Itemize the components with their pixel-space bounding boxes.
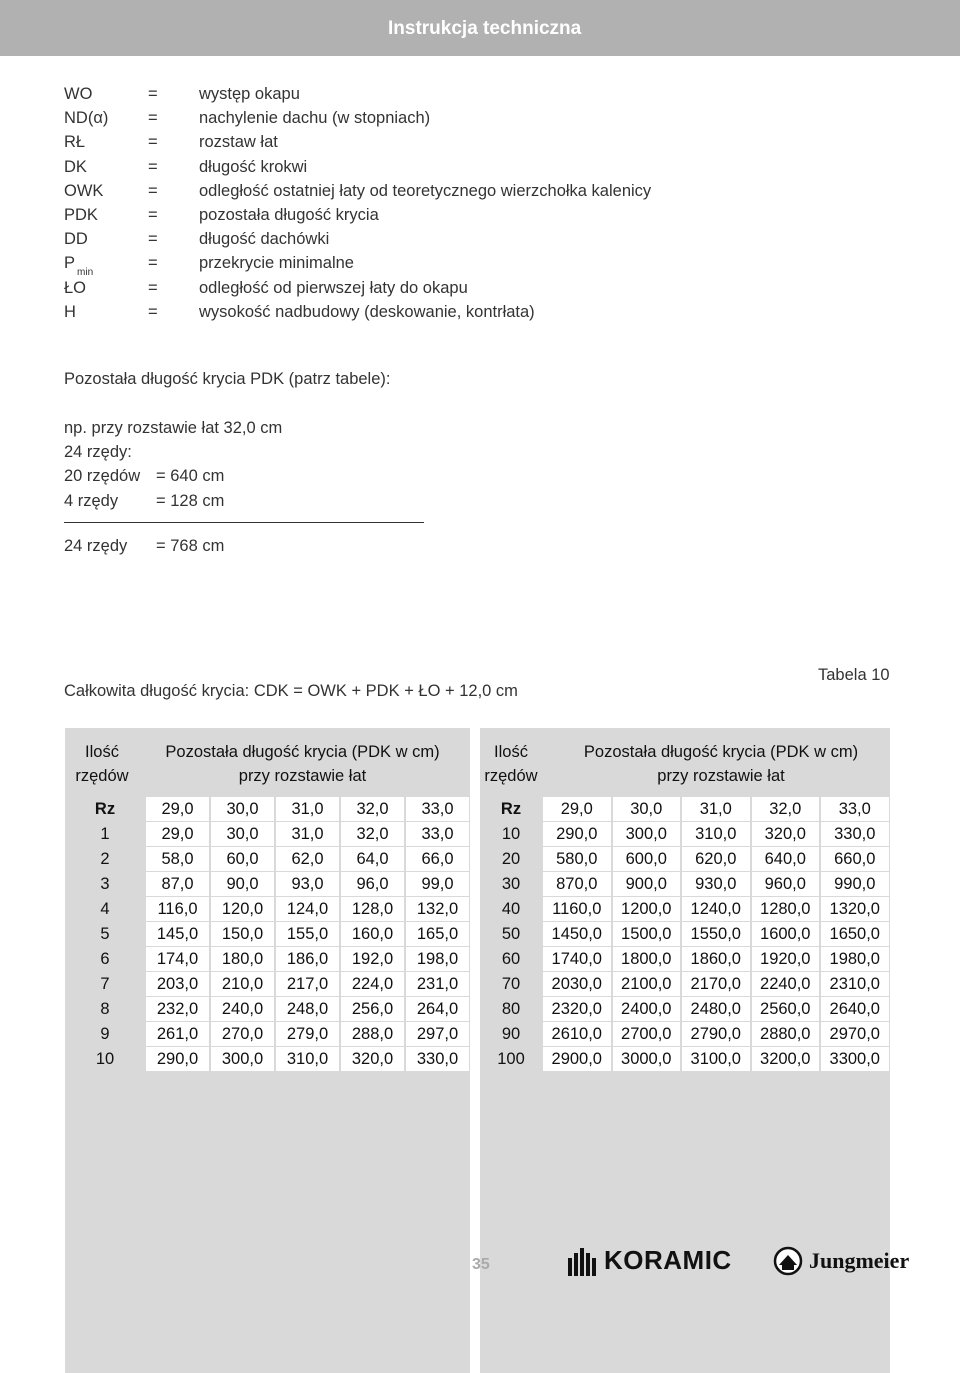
pdk-value-cell: 2700,0	[613, 1022, 681, 1046]
row-count-cell: 40	[501, 900, 521, 918]
row-count-cell: 80	[501, 1000, 521, 1018]
pdk-value-cell: 2100,0	[613, 972, 681, 996]
legend-desc: rozstaw łat	[199, 133, 278, 152]
pdk-value-cell: 145,0	[146, 922, 209, 946]
pdk-value-cell: 1550,0	[682, 922, 750, 946]
pdk-value-cell: 2610,0	[543, 1022, 611, 1046]
pdk-value-cell: 1920,0	[752, 947, 820, 971]
pdk-value-cell: 2320,0	[543, 997, 611, 1021]
legend-eq: =	[148, 230, 158, 249]
pdk-value-cell: 30,0	[613, 797, 681, 821]
pdk-value-cell: 900,0	[613, 872, 681, 896]
row-count-cell: 10	[501, 825, 521, 843]
legend-desc: przekrycie minimalne	[199, 254, 354, 273]
pdk-value-cell: 96,0	[341, 872, 404, 896]
legend-desc: nachylenie dachu (w stopniach)	[199, 109, 431, 128]
pdk-value-cell: 1450,0	[543, 922, 611, 946]
pdk-value-cell: 1650,0	[821, 922, 889, 946]
header-bar	[0, 0, 960, 56]
pdk-value-cell: 224,0	[341, 972, 404, 996]
table-header-line: przy rozstawie łat	[238, 767, 367, 785]
pdk-value-cell: 310,0	[276, 1047, 339, 1071]
legend-abbr	[64, 227, 88, 251]
pdk-value-cell: 960,0	[752, 872, 820, 896]
legend-desc: odległość od pierwszej łaty do okapu	[199, 278, 468, 297]
pdk-value-cell: 1740,0	[543, 947, 611, 971]
legend-eq: =	[148, 181, 158, 200]
pdk-value-cell: 2970,0	[821, 1022, 889, 1046]
pdk-value-cell: 330,0	[821, 822, 889, 846]
pdk-value-cell: 32,0	[341, 797, 404, 821]
pdk-value-cell: 2790,0	[682, 1022, 750, 1046]
pdk-value-cell: 30,0	[211, 797, 274, 821]
pdk-value-cell: 31,0	[276, 822, 339, 846]
pdk-value-cell: 99,0	[406, 872, 469, 896]
pdk-value-cell: 279,0	[276, 1022, 339, 1046]
pdk-value-cell: 29,0	[146, 797, 209, 821]
pdk-value-cell: 330,0	[406, 1047, 469, 1071]
pdk-value-cell: 30,0	[211, 822, 274, 846]
pdk-value-cell: 29,0	[146, 822, 209, 846]
pdk-value-cell: 2900,0	[543, 1047, 611, 1071]
table-header-rows-count	[480, 740, 542, 788]
table-header-rows-count	[65, 740, 139, 788]
pdk-value-cell: 1320,0	[821, 897, 889, 921]
pdk-value-cell: 2400,0	[613, 997, 681, 1021]
table-header-line: przy rozstawie łat	[657, 767, 785, 785]
pdk-value-cell: 66,0	[406, 847, 469, 871]
table-header-line: Ilość	[494, 743, 528, 761]
legend-desc: długość dachówki	[199, 230, 330, 249]
row-count-cell: 90	[501, 1025, 521, 1043]
pdk-value-cell: 90,0	[211, 872, 274, 896]
pdk-value-cell: 1280,0	[752, 897, 820, 921]
legend-abbr	[64, 82, 92, 106]
pdk-value-cell: 3200,0	[752, 1047, 820, 1071]
pdk-value-cell: 297,0	[406, 1022, 469, 1046]
legend-desc: odległość ostatniej łaty od teoretycznego wierzchołka kalenicy	[199, 181, 652, 200]
pdk-value-cell: 31,0	[682, 797, 750, 821]
pdk-value-cell: 32,0	[341, 822, 404, 846]
table-header-pdk	[560, 740, 882, 788]
pdk-value-cell: 240,0	[211, 997, 274, 1021]
pdk-value-cell: 1240,0	[682, 897, 750, 921]
row-count-cell: 7	[100, 975, 110, 993]
example-divider	[64, 522, 424, 523]
row-count-cell: 50	[501, 925, 521, 943]
koramic-bars-icon	[566, 1244, 600, 1276]
table-label: Tabela 10	[818, 666, 890, 684]
pdk-value-cell: 87,0	[146, 872, 209, 896]
pdk-value-cell: 2310,0	[821, 972, 889, 996]
pdk-value-cell: 231,0	[406, 972, 469, 996]
legend-abbr	[64, 300, 76, 324]
row-count-cell: 2	[100, 850, 110, 868]
legend-abbr-text: DK	[64, 157, 87, 176]
example-total	[64, 534, 464, 558]
legend-eq: =	[148, 278, 158, 297]
pdk-value-cell: 2030,0	[543, 972, 611, 996]
row-count-cell: Rz	[500, 800, 522, 818]
legend-abbr-text: H	[64, 302, 76, 321]
pdk-value-cell: 160,0	[341, 922, 404, 946]
legend-eq: =	[148, 254, 158, 273]
pdk-value-cell: 64,0	[341, 847, 404, 871]
pdk-value-cell: 174,0	[146, 947, 209, 971]
legend-abbr	[64, 179, 103, 203]
koramic-logo-text: KORAMIC	[604, 1244, 732, 1275]
table-header-line: Pozostała długość krycia (PDK w cm)	[583, 743, 859, 761]
legend-abbr	[64, 251, 94, 279]
pdk-value-cell: 116,0	[146, 897, 209, 921]
legend-eq: =	[148, 157, 158, 176]
example-label: 24 rzędy:	[64, 443, 132, 462]
pdk-value-cell: 120,0	[211, 897, 274, 921]
row-count-cell: 3	[100, 875, 110, 893]
pdk-value-cell: 288,0	[341, 1022, 404, 1046]
legend-eq: =	[148, 133, 158, 152]
pdk-value-cell: 310,0	[682, 822, 750, 846]
pdk-value-cell: 580,0	[543, 847, 611, 871]
row-count-cell: 60	[501, 950, 521, 968]
pdk-value-cell: 1860,0	[682, 947, 750, 971]
legend-abbr-text: ND(α)	[64, 109, 109, 128]
row-count-cell: 9	[100, 1025, 110, 1043]
legend-abbr	[64, 155, 87, 179]
koramic-logo	[566, 1243, 732, 1277]
jungmeier-logo	[773, 1245, 909, 1277]
pdk-value-cell: 3300,0	[821, 1047, 889, 1071]
legend-eq: =	[148, 85, 158, 103]
table-header-pdk	[145, 740, 460, 788]
table-header-line: rzędów	[75, 767, 129, 785]
pdk-value-cell: 256,0	[341, 997, 404, 1021]
pdk-value-cell: 290,0	[146, 1047, 209, 1071]
pdk-value-cell: 2560,0	[752, 997, 820, 1021]
pdk-value-cell: 2640,0	[821, 997, 889, 1021]
pdk-value-cell: 192,0	[341, 947, 404, 971]
table-header-line: Pozostała długość krycia (PDK w cm)	[165, 743, 440, 761]
pdk-value-cell: 3000,0	[613, 1047, 681, 1071]
jungmeier-emblem-icon	[773, 1246, 803, 1276]
pdk-value-cell: 320,0	[752, 822, 820, 846]
pdk-value-cell: 32,0	[752, 797, 820, 821]
row-count-cell: 6	[100, 950, 110, 968]
pdk-value-cell: 128,0	[341, 897, 404, 921]
pdk-value-cell: 990,0	[821, 872, 889, 896]
legend-abbr	[64, 106, 108, 130]
pdk-value-cell: 29,0	[543, 797, 611, 821]
pdk-value-cell: 1980,0	[821, 947, 889, 971]
row-count-cell: 1	[100, 825, 110, 843]
pdk-value-cell: 1600,0	[752, 922, 820, 946]
pdk-title: Pozostała długość krycia PDK (patrz tabele):	[64, 370, 391, 388]
pdk-value-cell: 1200,0	[613, 897, 681, 921]
legend-abbr-text: P	[64, 254, 76, 273]
example-label: 20 rzędów	[64, 467, 141, 486]
row-count-cell: 8	[100, 1000, 110, 1018]
pdk-value-cell: 270,0	[211, 1022, 274, 1046]
pdk-value-cell: 930,0	[682, 872, 750, 896]
cdk-formula: Całkowita długość krycia: CDK = OWK + PDK + ŁO + 12,0 cm	[64, 682, 518, 700]
pdk-value-cell: 132,0	[406, 897, 469, 921]
legend-abbr-text: OWK	[64, 181, 104, 200]
pdk-value-cell: 93,0	[276, 872, 339, 896]
row-count-cell: Rz	[94, 800, 116, 818]
example-value: = 128 cm	[156, 491, 225, 510]
pdk-value-cell: 33,0	[406, 822, 469, 846]
legend-abbr-text: ŁO	[64, 278, 87, 297]
row-count-cell: 10	[95, 1050, 115, 1068]
legend-abbr-sub: min	[77, 267, 94, 279]
pdk-value-cell: 150,0	[211, 922, 274, 946]
pdk-value-cell: 2240,0	[752, 972, 820, 996]
pdk-value-cell: 2880,0	[752, 1022, 820, 1046]
legend-abbr-text: RŁ	[64, 133, 86, 152]
pdk-value-cell: 1500,0	[613, 922, 681, 946]
pdk-value-cell: 186,0	[276, 947, 339, 971]
header-title: Instrukcja techniczna	[388, 18, 582, 39]
table-header-line: Ilość	[85, 743, 119, 761]
pdk-value-cell: 264,0	[406, 997, 469, 1021]
pdk-value-cell: 300,0	[613, 822, 681, 846]
example-label: np. przy rozstawie łat 32,0 cm	[64, 419, 283, 437]
legend-eq: =	[148, 205, 158, 224]
legend-eq: =	[148, 109, 158, 128]
row-count-cell: 100	[497, 1050, 525, 1068]
pdk-value-cell: 124,0	[276, 897, 339, 921]
pdk-value-cell: 31,0	[276, 797, 339, 821]
pdk-value-cell: 165,0	[406, 922, 469, 946]
legend-desc: wysokość nadbudowy (deskowanie, kontrłata)	[199, 302, 535, 321]
pdk-value-cell: 2480,0	[682, 997, 750, 1021]
pdk-value-cell: 320,0	[341, 1047, 404, 1071]
row-count-cell: 4	[100, 900, 110, 918]
example-label: 4 rzędy	[64, 491, 119, 510]
pdk-value-cell: 155,0	[276, 922, 339, 946]
pdk-value-cell: 660,0	[821, 847, 889, 871]
page-number: 35	[472, 1256, 490, 1273]
row-count-cell: 20	[501, 850, 521, 868]
example-total-value: = 768 cm	[156, 537, 225, 555]
pdk-value-cell: 1800,0	[613, 947, 681, 971]
row-count-cell: 30	[501, 875, 521, 893]
jungmeier-logo-text: Jungmeier	[809, 1248, 910, 1273]
legend-abbr-text: DD	[64, 230, 88, 249]
pdk-value-cell: 3100,0	[682, 1047, 750, 1071]
legend-desc: występ okapu	[199, 85, 300, 103]
pdk-value-cell: 33,0	[821, 797, 889, 821]
pdk-value-cell: 33,0	[406, 797, 469, 821]
pdk-value-cell: 261,0	[146, 1022, 209, 1046]
legend-abbr-text: WO	[64, 85, 93, 103]
pdk-value-cell: 62,0	[276, 847, 339, 871]
pdk-value-cell: 870,0	[543, 872, 611, 896]
pdk-value-cell: 2170,0	[682, 972, 750, 996]
example-total-label: 24 rzędy	[64, 537, 128, 555]
pdk-value-cell: 290,0	[543, 822, 611, 846]
pdk-value-cell: 300,0	[211, 1047, 274, 1071]
pdk-value-cell: 180,0	[211, 947, 274, 971]
legend-abbr-text: PDK	[64, 205, 98, 224]
legend-eq: =	[148, 302, 158, 321]
pdk-value-cell: 60,0	[211, 847, 274, 871]
pdk-value-cell: 1160,0	[543, 897, 611, 921]
pdk-table-left	[65, 728, 470, 1373]
pdk-value-cell: 248,0	[276, 997, 339, 1021]
pdk-value-cell: 58,0	[146, 847, 209, 871]
row-count-cell: 70	[501, 975, 521, 993]
row-count-cell: 5	[100, 925, 110, 943]
pdk-value-cell: 620,0	[682, 847, 750, 871]
pdk-value-cell: 203,0	[146, 972, 209, 996]
legend-desc: pozostała długość krycia	[199, 205, 379, 224]
pdk-value-cell: 210,0	[211, 972, 274, 996]
pdk-value-cell: 232,0	[146, 997, 209, 1021]
pdk-value-cell: 217,0	[276, 972, 339, 996]
pdk-value-cell: 198,0	[406, 947, 469, 971]
table-header-line: rzędów	[484, 767, 538, 785]
pdk-value-cell: 640,0	[752, 847, 820, 871]
pdk-value-cell: 600,0	[613, 847, 681, 871]
legend-abbr	[64, 276, 86, 300]
legend-abbr	[64, 203, 98, 227]
legend-abbr	[64, 130, 85, 154]
example-value: = 640 cm	[156, 467, 225, 486]
legend-desc: długość krokwi	[199, 157, 308, 176]
